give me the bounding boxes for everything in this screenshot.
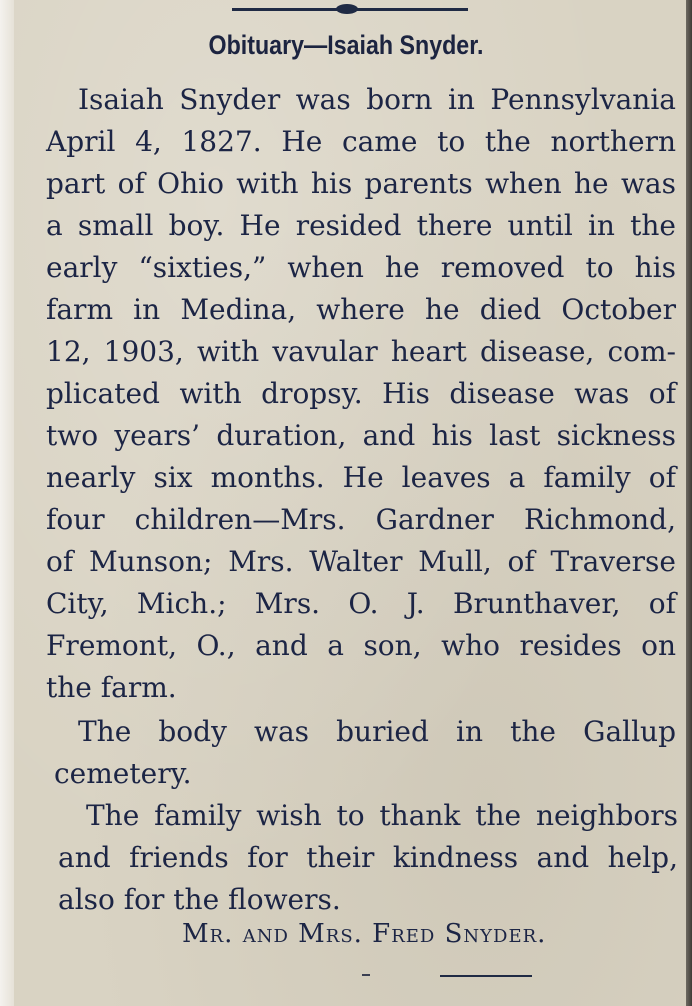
text-line: The body was buried in the Gallup [78,715,676,748]
text-line: Fremont, O., and a son, who resides on [46,629,676,662]
text-line: The family wish to thank the neighbors [86,799,678,832]
text-line: farm in Medina, where he died October [46,293,676,326]
text-line: of Munson; Mrs. Walter Mull, of Traverse [46,545,676,578]
clipping-right-shadow [686,0,692,1006]
text-line: also for the flowers. [58,883,341,916]
text-line: and friends for their kindness and help, [58,841,678,874]
text-line: nearly six months. He leaves a family of [46,461,676,494]
text-line: two years’ duration, and his last sickness [46,419,676,452]
text-line: part of Ohio with his parents when he was [46,167,676,200]
text-line: four children—Mrs. Gardner Richmond, [46,503,676,536]
rule-ornament [336,4,358,14]
text-line: 12, 1903, with vavular heart disease, com- [46,335,676,368]
bottom-dash [362,974,370,976]
obituary-headline: Obituary—Isaiah Snyder. [208,30,484,60]
text-line: Isaiah Snyder was born in Pennsylvania [78,83,676,116]
text-line: a small boy. He resided there until in the [46,209,676,242]
bottom-rule [440,975,532,977]
text-line: plicated with dropsy. His disease was of [46,377,676,410]
text-line: cemetery. [54,757,192,790]
text-line: April 4, 1827. He came to the northern [46,125,676,158]
text-line: early “sixties,” when he removed to his [46,251,676,284]
signature-line: Mr. and Mrs. Fred Snyder. [182,919,547,949]
text-line: the farm. [46,671,177,704]
text-line: City, Mich.; Mrs. O. J. Brunthaver, of [46,587,676,620]
